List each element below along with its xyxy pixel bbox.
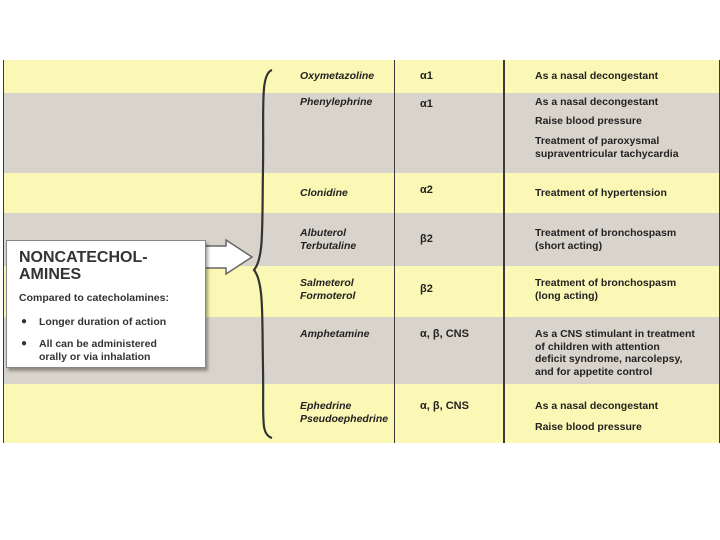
use-line: deficit syndrome, narcolepsy,	[535, 353, 683, 365]
use-line: Raise blood pressure	[535, 420, 642, 433]
callout-title-line: AMINES	[19, 266, 82, 283]
use-cell	[535, 400, 658, 433]
callout-arrow	[200, 238, 260, 278]
use-cell	[535, 70, 658, 83]
drug-name: Clonidine	[300, 187, 348, 199]
use-line: (short acting)	[535, 239, 603, 252]
receptor-label: β2	[420, 283, 433, 295]
bullet-line: All can be administered	[39, 338, 157, 350]
left-border	[3, 60, 4, 443]
bullet-icon: ●	[21, 316, 28, 327]
receptor-label: α, β, CNS	[420, 400, 469, 412]
drug-name: Salmeterol	[300, 277, 354, 289]
receptor-label: α1	[420, 70, 433, 82]
use-line: (long acting)	[535, 289, 598, 302]
callout-bullet	[39, 338, 157, 363]
callout-title-line: NONCATECHOL-	[19, 249, 148, 266]
receptor-label: α2	[420, 184, 433, 196]
callout-subtitle: Compared to catecholamines:	[19, 292, 169, 304]
receptor-label: α, β, CNS	[420, 328, 469, 340]
bullet-icon: ●	[21, 338, 28, 349]
drug-name: Amphetamine	[300, 328, 370, 340]
use-cell	[535, 328, 695, 378]
bullet-line: orally or via inhalation	[39, 350, 151, 363]
drug-name: Pseudoephedrine	[300, 413, 389, 425]
drug-name: Albuterol	[300, 227, 347, 239]
use-cell	[535, 277, 676, 302]
use-line: and for appetite control	[535, 365, 653, 378]
use-line: of children with attention	[535, 340, 660, 353]
receptor-label: β2	[420, 233, 433, 245]
use-line: Raise blood pressure	[535, 114, 642, 127]
use-line: Treatment of bronchospasm	[535, 227, 677, 239]
use-line: As a nasal decongestant	[535, 400, 659, 412]
use-line: Treatment of bronchospasm	[535, 277, 677, 289]
callout-title	[19, 249, 148, 283]
use-line: As a CNS stimulant in treatment	[535, 328, 695, 340]
drug-name: Ephedrine	[300, 400, 352, 412]
column-divider-1	[394, 60, 395, 443]
use-cell	[535, 96, 679, 160]
use-line: As a nasal decongestant	[535, 70, 659, 82]
noncatecholamines-callout	[6, 240, 206, 368]
use-cell	[535, 227, 676, 252]
receptor-label: α1	[420, 98, 433, 110]
use-line: Treatment of hypertension	[535, 187, 667, 199]
drug-name: Terbutaline	[300, 240, 357, 252]
drug-name: Oxymetazoline	[300, 70, 375, 82]
use-line: Treatment of paroxysmal	[535, 135, 660, 147]
use-line: supraventricular tachycardia	[535, 147, 679, 160]
bullet-line: Longer duration of action	[39, 316, 167, 328]
callout-bullet	[39, 316, 166, 329]
use-line: As a nasal decongestant	[535, 96, 659, 108]
drug-name: Phenylephrine	[300, 96, 373, 108]
column-divider-2	[503, 60, 505, 443]
drug-name: Formoterol	[300, 290, 356, 302]
use-cell	[535, 187, 667, 200]
